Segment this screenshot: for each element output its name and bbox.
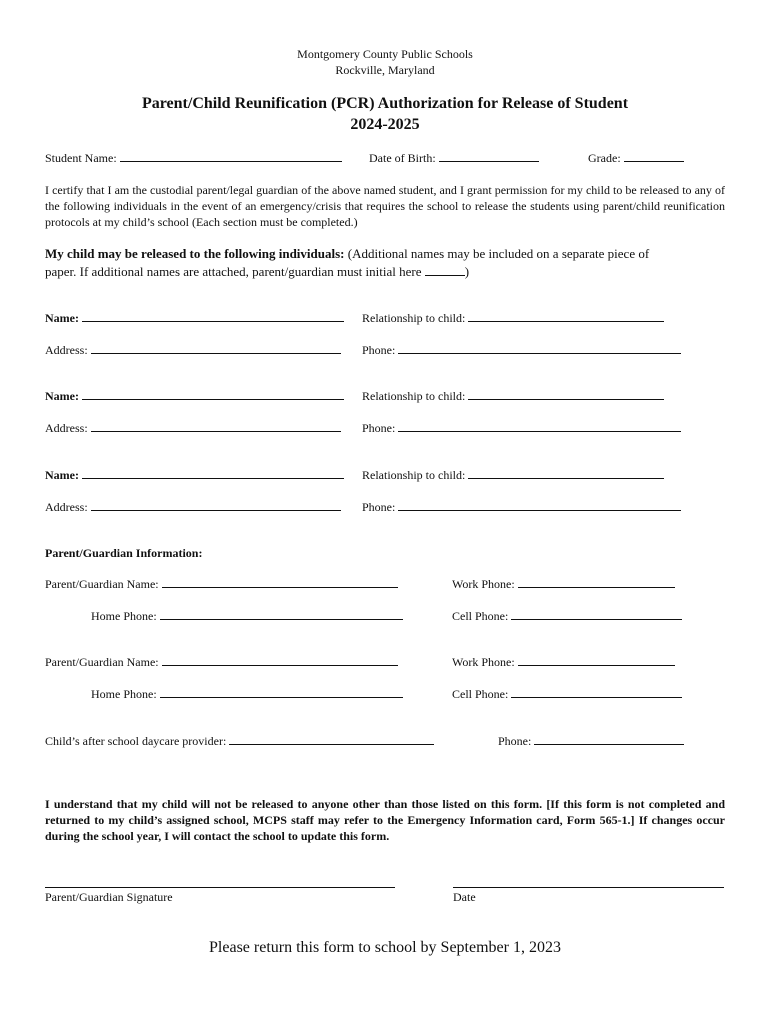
relationship-label: Relationship to child: <box>362 389 466 403</box>
individual-name-row <box>45 468 344 483</box>
individual-name-label: Name: <box>45 311 79 325</box>
dob-row <box>369 151 539 166</box>
daycare-phone-row <box>498 734 684 749</box>
release-note-a: (Additional names may be included on a separate piece of <box>347 246 650 261</box>
form-title: Parent/Child Reunification (PCR) Authorization for Release of Student <box>141 95 629 112</box>
work-phone-row <box>452 655 675 670</box>
work-phone-field[interactable] <box>518 655 675 666</box>
work-phone-field[interactable] <box>518 577 675 588</box>
individual-phone-field[interactable] <box>398 500 681 511</box>
cell-phone-row <box>452 609 682 624</box>
relationship-field[interactable] <box>468 389 664 400</box>
student-name-field[interactable] <box>120 151 342 162</box>
release-heading-line2 <box>45 264 469 280</box>
relationship-row <box>362 468 664 483</box>
individual-name-label: Name: <box>45 468 79 482</box>
org-location: Rockville, Maryland <box>335 63 435 77</box>
individual-phone-row <box>362 343 681 358</box>
relationship-label: Relationship to child: <box>362 311 466 325</box>
guardian-name-label: Parent/Guardian Name: <box>45 655 159 669</box>
relationship-row <box>362 311 664 326</box>
individual-address-label: Address: <box>45 500 88 514</box>
individual-name-field[interactable] <box>82 389 344 400</box>
individual-phone-row <box>362 421 681 436</box>
work-phone-label: Work Phone: <box>452 655 515 669</box>
individual-name-field[interactable] <box>82 468 344 479</box>
guardian-name-row <box>45 655 398 670</box>
home-phone-label: Home Phone: <box>91 687 157 701</box>
cell-phone-label: Cell Phone: <box>452 687 509 701</box>
individual-phone-label: Phone: <box>362 421 396 435</box>
individual-address-row <box>45 343 341 358</box>
individual-address-field[interactable] <box>91 500 341 511</box>
cell-phone-field[interactable] <box>511 609 682 620</box>
individual-address-field[interactable] <box>91 421 341 432</box>
individual-phone-field[interactable] <box>398 343 681 354</box>
individual-phone-row <box>362 500 681 515</box>
individual-phone-label: Phone: <box>362 500 396 514</box>
individual-name-row <box>45 389 344 404</box>
individual-name-label: Name: <box>45 389 79 403</box>
daycare-phone-field[interactable] <box>534 734 684 745</box>
guardian-name-field[interactable] <box>162 577 398 588</box>
grade-row <box>588 151 684 166</box>
cell-phone-row <box>452 687 682 702</box>
initial-field[interactable] <box>425 265 465 276</box>
individual-phone-field[interactable] <box>398 421 681 432</box>
guardian-heading: Parent/Guardian Information: <box>45 546 203 560</box>
daycare-phone-label: Phone: <box>498 734 532 748</box>
individual-phone-label: Phone: <box>362 343 396 357</box>
dob-label: Date of Birth: <box>369 151 436 165</box>
signature-label: Parent/Guardian Signature <box>45 890 173 904</box>
individual-address-field[interactable] <box>91 343 341 354</box>
cell-phone-label: Cell Phone: <box>452 609 509 623</box>
relationship-field[interactable] <box>468 468 664 479</box>
release-note-end: ) <box>464 264 470 279</box>
school-year: 2024-2025 <box>350 116 420 133</box>
daycare-field[interactable] <box>229 734 434 745</box>
return-notice: Please return this form to school by September 1, 2023 <box>209 939 561 956</box>
home-phone-field[interactable] <box>160 609 403 620</box>
daycare-label: Child’s after school daycare provider: <box>45 734 227 748</box>
understand-paragraph: I understand that my child will not be released to anyone other than those listed on this form. [If this form is not completed and returned to my child’s assigned school, MCPS staff may refer to the Emergency Information card, Form 565-1.] If changes occur during the school year, I will contact the school to update this form. <box>45 797 725 843</box>
guardian-name-row <box>45 577 398 592</box>
individual-name-field[interactable] <box>82 311 344 322</box>
guardian-name-label: Parent/Guardian Name: <box>45 577 159 591</box>
grade-field[interactable] <box>624 151 684 162</box>
student-name-label: Student Name: <box>45 151 117 165</box>
work-phone-label: Work Phone: <box>452 577 515 591</box>
date-line[interactable] <box>453 887 724 888</box>
release-heading: My child may be released to the following individuals: <box>45 246 345 261</box>
cell-phone-field[interactable] <box>511 687 682 698</box>
relationship-field[interactable] <box>468 311 664 322</box>
individual-address-label: Address: <box>45 343 88 357</box>
individual-address-row <box>45 500 341 515</box>
release-note-b: paper. If additional names are attached, parent/guardian must initial here <box>45 264 422 279</box>
individual-address-row <box>45 421 341 436</box>
certify-paragraph: I certify that I am the custodial parent/legal guardian of the above named student, and I grant permission for my child to be released to any of the following individuals in the event of an emergency/crisis that requires the school to release the students using parent/child reunification protocols at my child’s school (Each section must be completed.) <box>45 183 725 229</box>
home-phone-field[interactable] <box>160 687 403 698</box>
grade-label: Grade: <box>588 151 621 165</box>
home-phone-label: Home Phone: <box>91 609 157 623</box>
daycare-row <box>45 734 434 749</box>
relationship-label: Relationship to child: <box>362 468 466 482</box>
student-name-row <box>45 151 342 166</box>
date-label: Date <box>453 890 476 904</box>
dob-field[interactable] <box>439 151 539 162</box>
relationship-row <box>362 389 664 404</box>
guardian-name-field[interactable] <box>162 655 398 666</box>
individual-address-label: Address: <box>45 421 88 435</box>
individual-name-row <box>45 311 344 326</box>
work-phone-row <box>452 577 675 592</box>
org-name: Montgomery County Public Schools <box>297 47 473 61</box>
signature-line[interactable] <box>45 887 395 888</box>
release-heading-line1 <box>45 246 649 262</box>
home-phone-row <box>91 609 403 624</box>
home-phone-row <box>91 687 403 702</box>
